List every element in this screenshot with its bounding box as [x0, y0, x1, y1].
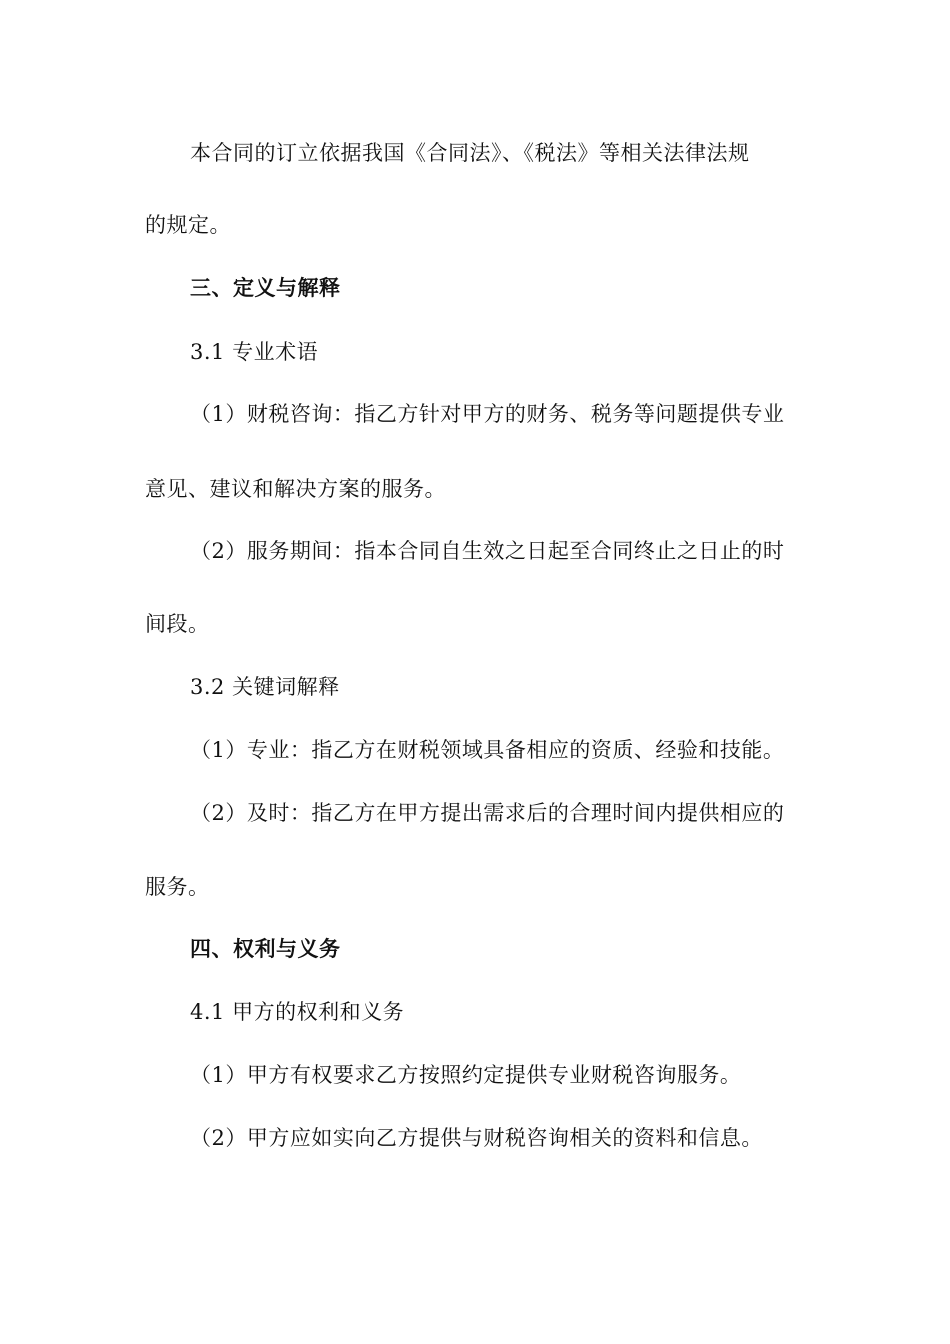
section-heading-definitions: 三、定义与解释 — [190, 275, 341, 300]
item-consulting-line-2: 意见、建议和解决方案的服务。 — [145, 477, 446, 501]
subsection-heading-3-2: 3.2 关键词解释 — [190, 675, 340, 699]
paragraph-basis-line-1: 本合同的订立依据我国《合同法》、《税法》等相关法律法规 — [190, 141, 750, 165]
section-heading-rights-obligations: 四、权利与义务 — [190, 936, 341, 961]
item-service-period-line-1: （2）服务期间：指本合同自生效之日起至合同终止之日止的时 — [190, 539, 785, 563]
item-party-a-obligation: （2）甲方应如实向乙方提供与财税咨询相关的资料和信息。 — [190, 1126, 763, 1150]
item-timely-line-1: （2）及时：指乙方在甲方提出需求后的合理时间内提供相应的 — [190, 801, 785, 825]
item-timely-line-2: 服务。 — [145, 875, 210, 899]
subsection-heading-4-1: 4.1 甲方的权利和义务 — [190, 1000, 405, 1024]
item-service-period-line-2: 间段。 — [145, 612, 210, 636]
paragraph-basis-line-2: 的规定。 — [145, 213, 231, 237]
item-consulting-line-1: （1）财税咨询：指乙方针对甲方的财务、税务等问题提供专业 — [190, 402, 785, 426]
item-party-a-right: （1）甲方有权要求乙方按照约定提供专业财税咨询服务。 — [190, 1063, 742, 1087]
item-professional: （1）专业：指乙方在财税领域具备相应的资质、经验和技能。 — [190, 738, 785, 762]
subsection-heading-3-1: 3.1 专业术语 — [190, 340, 319, 364]
